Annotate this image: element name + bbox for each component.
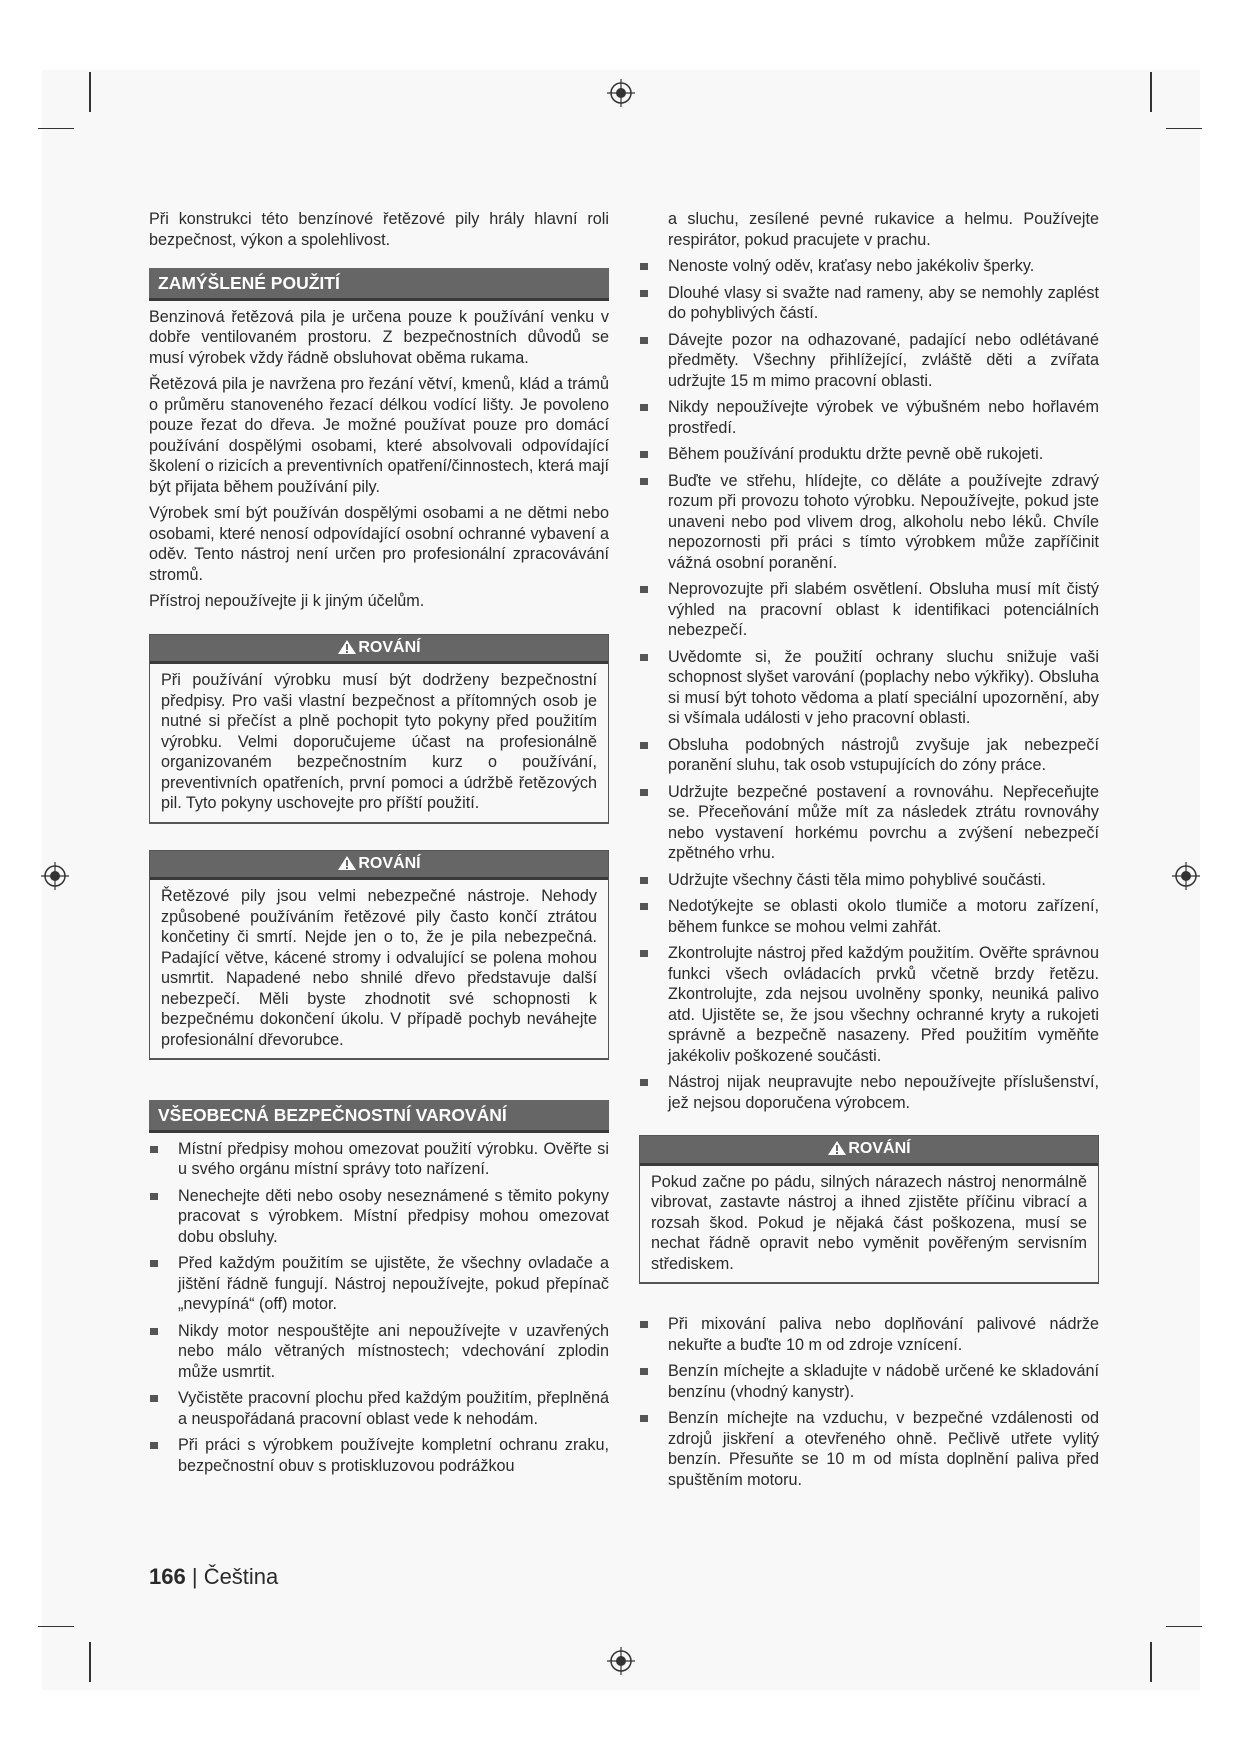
general-safety-list (149, 1139, 609, 1477)
crop-mark-bottom-left-v (89, 1642, 91, 1682)
warning-box-2 (149, 850, 609, 1061)
page-number: 166 (149, 1564, 186, 1589)
warning-box-1 (149, 634, 609, 824)
registration-mark-icon-bottom (606, 1646, 636, 1676)
list-item: Nenechejte děti nebo osoby neseznámené s těmito pokyny pracovat s výrobkem. Místní předpisy mohou omezovat dobu obsluhy. (149, 1186, 609, 1248)
list-item: Dlouhé vlasy si svažte nad rameny, aby se nemohly zaplést do pohyblivých částí. (639, 283, 1099, 324)
list-item: Nikdy motor nespouštějte ani nepoužívejte v uzavřených nebo málo větraných místnostech; vdechování zplodin může usmrtit. (149, 1321, 609, 1383)
list-item: Nástroj nijak neupravujte nebo nepoužívejte příslušenství, jež nejsou doporučena výrobcem. (639, 1072, 1099, 1113)
list-item: Obsluha podobných nástrojů zvyšuje jak nebezpečí poranění sluhu, tak osob vstupujících do zóny práce. (639, 735, 1099, 776)
continuation-paragraph: a sluchu, zesílené pevné rukavice a helmu. Používejte respirátor, pokud pracujete v prachu. (668, 210, 1099, 249)
warning-title-3: ROVÁNÍ (848, 1140, 911, 1157)
list-item: Udržujte všechny části těla mimo pohyblivé součásti. (639, 870, 1099, 891)
list-item: Před každým použitím se ujistěte, že všechny ovladače a jištění řádně fungují. Nástroj nepoužívejte, pokud přepínač „nevypíná“ (off) motor. (149, 1253, 609, 1315)
crop-mark-bottom-right-h (1166, 1626, 1202, 1627)
list-item: Uvědomte si, že použití ochrany sluchu snižuje vaši schopnost slyšet varování (poplachy nebo výkřiky). Obsluha si musí být tohoto vědoma a platí speciální upozornění, aby si všímala události v jeho pracovní oblasti. (639, 647, 1099, 729)
left-column (149, 209, 609, 1482)
warning-title-2: ROVÁNÍ (358, 854, 421, 872)
list-item: Nedotýkejte se oblasti okolo tlumiče a motoru zařízení, během funkce se mohou velmi zahřát. (639, 896, 1099, 937)
warning-triangle-icon (337, 855, 357, 871)
page-footer (149, 1564, 278, 1590)
warning-text-2: Řetězové pily jsou velmi nebezpečné nástroje. Nehody způsobené používáním řetězové pily často končí ztrátou končetiny či smrtí. Nejde jen o to, že je pila nebezpečná. Padající větve, kácené stromy i odvalující se polena mohou usmrtit. Napadené nebo shnilé dřevo představuje další nebezpečí. Měli byste zhodnotit své schopnosti k bezpečnému dokončení úkolu. V případě pochyb neváhejte profesionální dřevorubce. (161, 887, 597, 1049)
crop-mark-top-left-h (38, 128, 74, 129)
safety-list-continued (639, 256, 1099, 1113)
warning-triangle-icon (337, 639, 357, 655)
general-safety-heading: VŠEOBECNÁ BEZPEČNOSTNÍ VAROVÁNÍ (149, 1100, 609, 1133)
list-item: Benzín míchejte a skladujte v nádobě určené ke skladování benzínu (vhodný kanystr). (639, 1361, 1099, 1402)
crop-mark-top-left-v (89, 72, 91, 112)
registration-mark-icon-top (606, 78, 636, 108)
registration-mark-icon-right (1171, 861, 1201, 891)
intended-use-paragraph-4: Přístroj nepoužívejte ji k jiným účelům. (149, 592, 425, 610)
warning-text-1: Při používání výrobku musí být dodrženy bezpečnostní předpisy. Pro vaši vlastní bezpečnost a přítomných osob je nutné si přečíst a plně pochopit tyto pokyny před použitím výrobku. Velmi doporučujeme účast na profesionálně organizovaném bezpečnostním kurz o používání, preventivních opatřeních, první pomoci a údržbě řetězových pil. Tyto pokyny uschovejte pro příští použití. (161, 671, 597, 812)
list-item: Udržujte bezpečné postavení a rovnováhu. Nepřeceňujte se. Přeceňování může mít za následek ztrátu rovnováhy nebo vystavení horkému povrchu a zvýšení nebezpečí zpětného vrhu. (639, 782, 1099, 864)
intended-use-paragraph-1: Benzinová řetězová pila je určena pouze k používání venku v dobře ventilovaném prostoru. Z bezpečnostních důvodů se musí výrobek vždy řádně obsluhovat oběma rukama. (149, 307, 609, 367)
list-item: Benzín míchejte na vzduchu, v bezpečné vzdálenosti od zdrojů jiskření a otevřeného ohně. Pečlivě utřete vylitý benzín. Přesuňte se 10 m od místa doplnění paliva před spuštěním motoru. (639, 1408, 1099, 1490)
registration-mark-icon-left (40, 861, 70, 891)
list-item: Zkontrolujte nástroj před každým použitím. Ověřte správnou funkci všech ovládacích prvků včetně brzdy řetězu. Zkontrolujte, zda nejsou uvolněny sponky, neuniká palivo atd. Ujistěte se, že jsou všechny ochranné kryty a rukojeti správně a bezpečně nasazeny. Před použitím vyměňte jakékoliv poškozené součásti. (639, 943, 1099, 1066)
warning-box-3 (639, 1135, 1099, 1284)
list-item: Při mixování paliva nebo doplňování palivové nádrže nekuřte a buďte 10 m od zdroje vznícení. (639, 1314, 1099, 1355)
list-item: Buďte ve střehu, hlídejte, co děláte a používejte zdravý rozum při provozu tohoto výrobku. Nepoužívejte, pokud jste unaveni nebo pod vlivem drog, alkoholu nebo léků. Chvíle nepozornosti při práci s tímto výrobkem může zapříčinit vážná osobní poranění. (639, 471, 1099, 574)
list-item: Nikdy nepoužívejte výrobek ve výbušném nebo hořlavém prostředí. (639, 397, 1099, 438)
warning-header-2 (150, 851, 608, 881)
crop-mark-top-right-h (1166, 128, 1202, 129)
warning-triangle-icon (827, 1140, 847, 1156)
warning-title-1: ROVÁNÍ (358, 638, 421, 656)
warning-header-3 (640, 1136, 1098, 1166)
intended-use-heading: ZAMÝŠLENÉ POUŽITÍ (149, 268, 609, 301)
list-item: Vyčistěte pracovní plochu před každým použitím, přeplněná a neuspořádaná pracovní oblast vede k nehodám. (149, 1388, 609, 1429)
intro-paragraph: Při konstrukci této benzínové řetězové pily hrály hlavní roli bezpečnost, výkon a spolehlivost. (149, 210, 609, 249)
list-item: Při práci s výrobkem používejte kompletní ochranu zraku, bezpečnostní obuv s protiskluzovou podrážkou (149, 1435, 609, 1476)
crop-mark-bottom-right-v (1150, 1642, 1152, 1682)
list-item: Neprovozujte při slabém osvětlení. Obsluha musí mít čistý výhled na pracovní oblast k identifikaci potenciálních nebezpečí. (639, 579, 1099, 641)
intended-use-paragraph-3: Výrobek smí být používán dospělými osobami a ne dětmi nebo osobami, které nenosí odpovídající osobní ochranné vybavení a oděv. Tento nástroj není určen pro profesionální zpracovávání stromů. (149, 504, 609, 584)
list-item: Nenoste volný oděv, kraťasy nebo jakékoliv šperky. (639, 256, 1099, 277)
fuel-safety-list (639, 1314, 1099, 1490)
right-column (639, 209, 1099, 1496)
list-item: Během používání produktu držte pevně obě rukojeti. (639, 444, 1099, 465)
intended-use-paragraph-2: Řetězová pila je navržena pro řezání větví, kmenů, klád a trámů o průměru stanoveného řezací délkou vodící lišty. Je povoleno pouze řezat do dřeva. Je možné používat pouze pro domácí používání dospělými osobami, které absolvovali odpovídající školení o rizicích a preventivních opatření/činnostech, která mají být přijata během používání pily. (149, 375, 609, 496)
list-item: Dávejte pozor na odhazované, padající nebo odlétávané předměty. Všechny přihlížející, zvláště děti a zvířata udržujte 15 m mimo pracovní oblasti. (639, 330, 1099, 392)
crop-mark-bottom-left-h (38, 1626, 74, 1627)
warning-header-1 (150, 635, 608, 665)
warning-text-3: Pokud začne po pádu, silných nárazech nástroj nenormálně vibrovat, zastavte nástroj a ihned zjistěte příčinu vibrací a rozsah škod. Pokud je nějaká část poškozena, musí se nechat řádně opravit nebo vyměnit pověřeným servisním střediskem. (651, 1172, 1087, 1273)
footer-separator: | (191, 1564, 198, 1589)
footer-language: Čeština (203, 1564, 279, 1589)
list-item: Místní předpisy mohou omezovat použití výrobku. Ověřte si u svého orgánu místní správy toto nařízení. (149, 1139, 609, 1180)
crop-mark-top-right-v (1150, 72, 1152, 112)
